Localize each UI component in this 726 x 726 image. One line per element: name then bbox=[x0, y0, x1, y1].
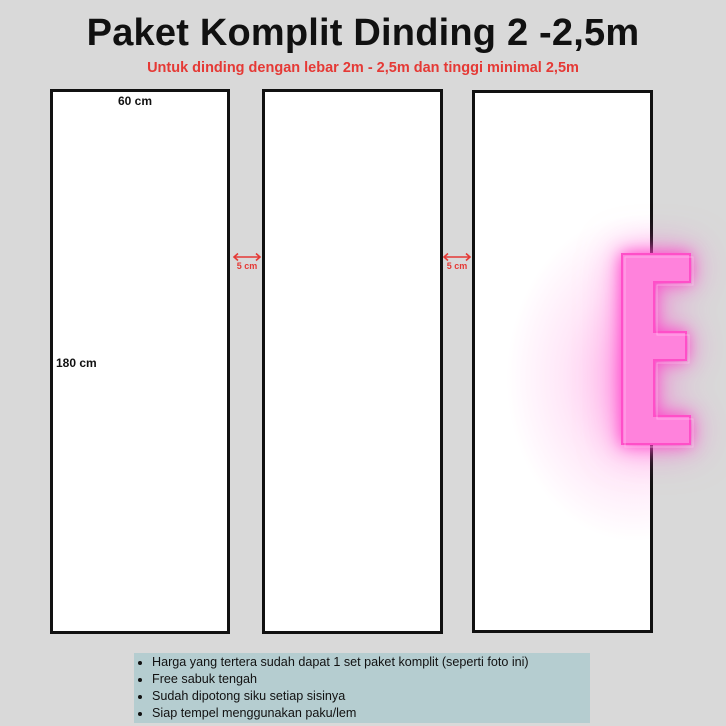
page-subtitle: Untuk dinding dengan lebar 2m - 2,5m dan tinggi minimal 2,5m bbox=[147, 60, 579, 76]
gap-indicator-1 bbox=[232, 252, 262, 271]
gap-label: 5 cm bbox=[446, 261, 468, 271]
gap-indicator-2 bbox=[442, 252, 472, 271]
panel-width-label: 60 cm bbox=[118, 94, 153, 108]
neon-letter-e-icon bbox=[612, 244, 702, 454]
gap-label: 5 cm bbox=[236, 261, 258, 271]
notes-box bbox=[134, 653, 590, 723]
notes-list bbox=[134, 654, 590, 722]
panel-2 bbox=[262, 89, 443, 634]
note-item: • Sudah dipotong siku setiap sisinya bbox=[152, 688, 590, 705]
note-item: • Harga yang tertera sudah dapat 1 set paket komplit (seperti foto ini) bbox=[152, 654, 590, 671]
page-title: Paket Komplit Dinding 2 -2,5m bbox=[86, 12, 640, 54]
note-item: • Free sabuk tengah bbox=[152, 671, 590, 688]
note-item: • Siap tempel menggunakan paku/lem bbox=[152, 705, 590, 722]
panel-height-label: 180 cm bbox=[56, 356, 97, 370]
